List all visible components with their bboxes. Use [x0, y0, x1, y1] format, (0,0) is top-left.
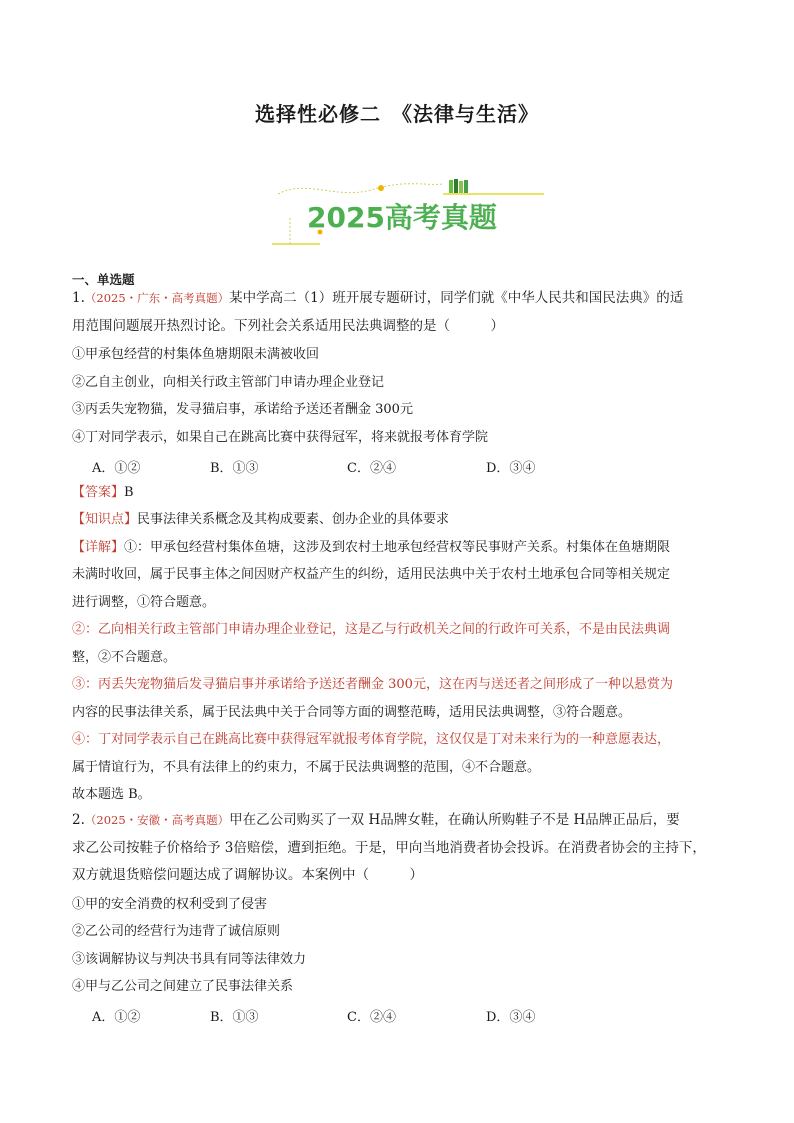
option-c[interactable]: C．②④	[347, 1010, 396, 1025]
statement-item: ④甲与乙公司之间建立了民事法律关系	[72, 979, 294, 994]
detail-line: ④：丁对同学表示自己在跳高比赛中获得冠军就报考体育学院，这仅仅是丁对未来行为的一种意愿表达，	[72, 732, 671, 747]
detail-line: 进行调整，①符合题意。	[72, 595, 216, 610]
answer-tag: 【答案】	[72, 485, 125, 500]
conclusion: 故本题选 B。	[72, 787, 151, 802]
detail-line: 整，②不合题意。	[72, 650, 177, 665]
page-title: 选择性必修二 《法律与生活》	[255, 102, 539, 126]
question-number: 2.	[72, 812, 85, 828]
option-d[interactable]: D．③④	[486, 461, 536, 476]
detail-text: ①：甲承包经营村集体鱼塘，这涉及到农村土地承包经营权等民事财产关系。村集体在鱼塘期限	[124, 540, 671, 555]
statement-item: ③丙丢失宠物猫，发寻猫启事，承诺给予送还者酬金 300元	[72, 402, 413, 417]
statement-item: ②乙公司的经营行为违背了诚信原则	[72, 924, 281, 939]
question-1-stem	[72, 290, 683, 306]
statement-item: ②乙自主创业，向相关行政主管部门申请办理企业登记	[72, 375, 385, 390]
section-title: 一、单选题	[72, 272, 135, 287]
question-2-stem-cont: 双方就退货赔偿问题达成了调解协议。本案例中（ ）	[72, 867, 423, 883]
question-number: 1.	[72, 290, 85, 306]
detail-line: ③：丙丢失宠物猫后发寻猫启事并承诺给予送还者酬金 300元，这在丙与送还者之间形成了一种以悬赏为	[72, 677, 673, 692]
detail-line: 属于情谊行为，不具有法律上的约束力，不属于民法典调整的范围，④不合题意。	[72, 760, 541, 775]
answer-line	[72, 485, 134, 501]
detail-line: 内容的民事法律关系，属于民法典中关于合同等方面的调整范畴，适用民法典调整，③符合题意。	[72, 705, 632, 720]
question-2-stem-cont: 求乙公司按鞋子价格给予 3倍赔偿，遭到拒绝。于是，甲向当地消费者协会投诉。在消费者协会的主持下，	[72, 840, 706, 856]
answer-value: B	[124, 485, 134, 500]
detail-line	[72, 540, 670, 556]
detail-line: ②：乙向相关行政主管部门申请办理企业登记，这是乙与行政机关之间的行政许可关系，不是由民法典调	[72, 622, 671, 637]
detail-tag: 【详解】	[72, 540, 125, 555]
statement-item: ①甲的安全消费的权利受到了侵害	[72, 897, 268, 912]
option-d[interactable]: D．③④	[486, 1010, 536, 1025]
question-2-stem	[72, 812, 680, 828]
option-c[interactable]: C．②④	[347, 461, 396, 476]
question-1-stem-cont: 用范围问题展开热烈讨论。下列社会关系适用民法典调整的是（ ）	[72, 318, 504, 334]
knowledge-point-text: 民事法律关系概念及其构成要素、创办企业的具体要求	[137, 512, 450, 527]
option-b[interactable]: B．①③	[210, 461, 259, 476]
option-b[interactable]: B．①③	[210, 1010, 259, 1025]
banner-title: 2025高考真题	[307, 201, 497, 234]
statement-item: ③该调解协议与判决书具有同等法律效力	[72, 952, 307, 967]
option-a[interactable]: A．①②	[92, 461, 141, 476]
question-source: （2025・广东・高考真题）	[84, 291, 230, 305]
option-a[interactable]: A．①②	[92, 1010, 141, 1025]
question-stem-text: 甲在乙公司购买了一双 H品牌女鞋，在确认所购鞋子不是 H品牌正品后，要	[229, 812, 680, 828]
detail-line: 未满时收回，属于民事主体之间因财产权益产生的纠纷，适用民法典中关于农村土地承包合同等相关规定	[72, 567, 671, 582]
knowledge-point-line	[72, 512, 449, 528]
statement-item: ④丁对同学表示，如果自己在跳高比赛中获得冠军，将来就报考体育学院	[72, 430, 489, 445]
statement-item: ①甲承包经营的村集体鱼塘期限未满被收回	[72, 347, 320, 362]
question-source: （2025・安徽・高考真题）	[84, 813, 230, 827]
knowledge-point-tag: 【知识点】	[72, 512, 138, 527]
question-stem-text: 某中学高二（1）班开展专题研讨，同学们就《中华人民共和国民法典》的适	[229, 290, 684, 306]
